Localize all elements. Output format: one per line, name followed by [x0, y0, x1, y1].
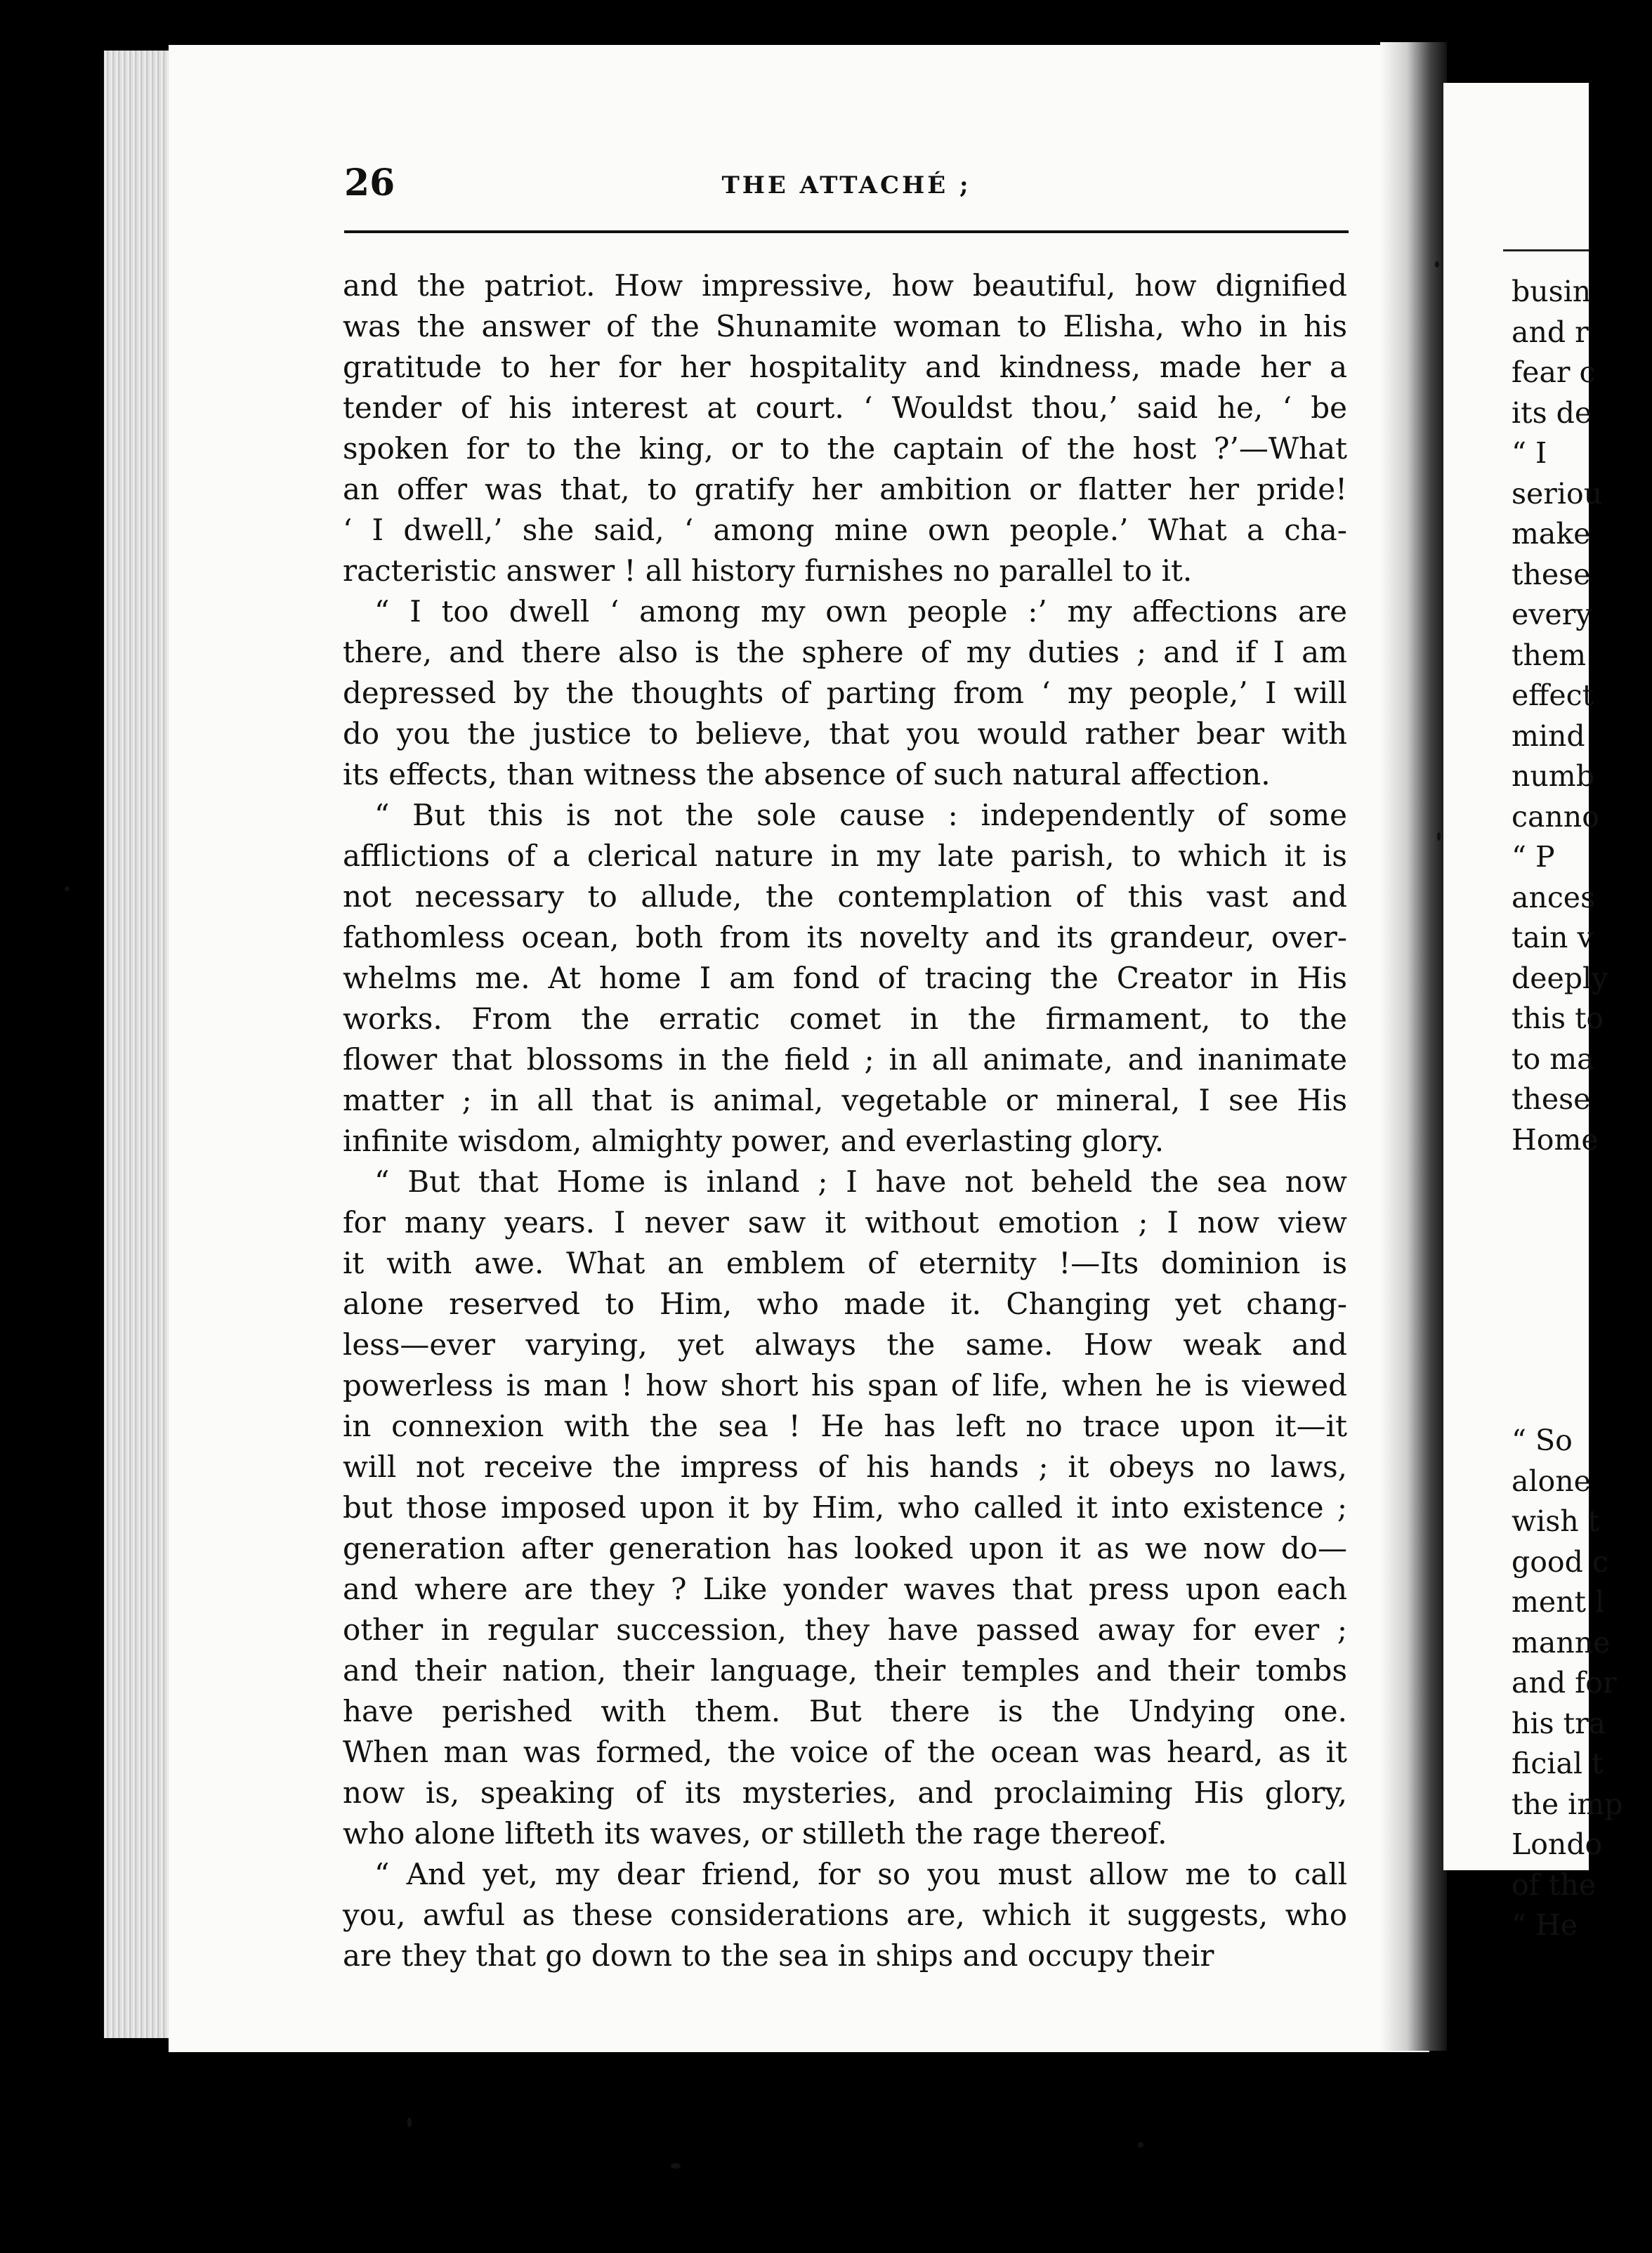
- text-line: matter ; in all that is animal, vegetable or mineral, I see His: [343, 1083, 1347, 1117]
- facing-line: this to: [1512, 1001, 1604, 1035]
- facing-line: wish t: [1512, 1504, 1600, 1538]
- facing-line: them: [1512, 638, 1587, 672]
- facing-line: numb: [1512, 759, 1594, 793]
- facing-line: fear c: [1512, 355, 1596, 389]
- text-line: “ I too dwell ‘ among my own people :’ my affections are: [374, 594, 1347, 629]
- facing-line: every: [1512, 598, 1592, 631]
- text-line: less—ever varying, yet always the same. How weak and: [343, 1327, 1347, 1362]
- text-line: “ And yet, my dear friend, for so you must allow me to call: [374, 1857, 1347, 1891]
- text-line: afflictions of a clerical nature in my late parish, to which it is: [343, 839, 1347, 873]
- page-body-text: [343, 265, 1347, 1976]
- facing-line: canno: [1512, 799, 1599, 834]
- text-line: fathomless ocean, both from its novelty and its grandeur, over-: [343, 920, 1347, 954]
- book-gutter: [1380, 42, 1447, 2051]
- scan-speck: [1437, 832, 1441, 841]
- text-line: who alone lifteth its waves, or stilleth the rage thereof.: [343, 1816, 1167, 1851]
- text-line: for many years. I never saw it without emotion ; I now view: [343, 1205, 1347, 1240]
- text-line: have perished with them. But there is the Undying one.: [343, 1694, 1347, 1728]
- facing-line: “ I: [1512, 436, 1547, 470]
- facing-page-header-rule: [1503, 249, 1589, 251]
- text-line: alone reserved to Him, who made it. Changing yet chang-: [343, 1287, 1347, 1321]
- facing-line: mind: [1512, 718, 1585, 753]
- facing-line: “ So: [1512, 1424, 1573, 1457]
- text-line: racteristic answer ! all history furnishes no parallel to it.: [343, 553, 1193, 588]
- facing-line: the imp: [1512, 1787, 1623, 1821]
- facing-line: these: [1512, 557, 1591, 591]
- text-line: and the patriot. How impressive, how beautiful, how dignified: [343, 268, 1347, 303]
- facing-line: of the: [1512, 1867, 1597, 1902]
- text-line: powerless is man ! how short his span of life, when he is viewed: [343, 1368, 1347, 1403]
- text-line: tender of his interest at court. ‘ Wouldst thou,’ said he, ‘ be: [343, 390, 1347, 425]
- facing-line: “ P: [1512, 840, 1555, 874]
- facing-line: good c: [1512, 1544, 1608, 1579]
- scan-speck: [407, 2117, 412, 2127]
- header-rule: [344, 230, 1349, 233]
- facing-line: manne: [1512, 1625, 1611, 1660]
- facing-line: and for: [1512, 1666, 1617, 1700]
- text-line: generation after generation has looked upon it as we now do—: [343, 1531, 1347, 1565]
- facing-line: alone: [1512, 1464, 1591, 1498]
- facing-line: and r: [1512, 315, 1589, 349]
- facing-line: Londo: [1512, 1827, 1603, 1861]
- text-line: infinite wisdom, almighty power, and everlasting glory.: [343, 1124, 1165, 1158]
- page-number: 26: [344, 162, 395, 204]
- scan-speck: [671, 2163, 681, 2169]
- text-line: not necessary to allude, the contemplation of this vast and: [343, 879, 1347, 914]
- facing-line: tain v: [1512, 921, 1594, 954]
- text-line: there, and there also is the sphere of my duties ; and if I am: [343, 635, 1347, 669]
- text-line: in connexion with the sea ! He has left no trace upon it—it: [343, 1409, 1347, 1443]
- scan-speck: [65, 886, 70, 891]
- facing-line: his tra: [1512, 1706, 1606, 1740]
- text-line: “ But this is not the sole cause : independently of some: [374, 798, 1347, 832]
- text-line: “ But that Home is inland ; I have not beheld the sea now: [374, 1164, 1347, 1199]
- text-line: ‘ I dwell,’ she said, ‘ among mine own people.’ What a cha-: [343, 513, 1347, 547]
- scan-speck: [1435, 261, 1439, 268]
- facing-line: seriou: [1512, 476, 1603, 511]
- text-line: an offer was that, to gratify her ambition or flatter her pride!: [343, 472, 1347, 506]
- scan-speck: [1138, 2142, 1143, 2148]
- text-line: you, awful as these considerations are, which it suggests, who: [343, 1898, 1347, 1932]
- text-line: do you the justice to believe, that you would rather bear with: [343, 716, 1347, 751]
- text-line: When man was formed, the voice of the ocean was heard, as it: [343, 1735, 1347, 1769]
- text-line: gratitude to her for her hospitality and kindness, made her a: [343, 350, 1347, 384]
- facing-line: busin: [1512, 275, 1592, 308]
- facing-line: ances: [1512, 880, 1596, 914]
- text-line: and where are they ? Like yonder waves that press upon each: [343, 1572, 1347, 1606]
- facing-line: to ma: [1512, 1042, 1594, 1076]
- facing-line: these: [1512, 1082, 1591, 1116]
- facing-line: “ He: [1512, 1908, 1578, 1942]
- text-line: and their nation, their language, their temples and their tombs: [343, 1653, 1347, 1688]
- facing-line: its de: [1512, 395, 1592, 430]
- text-line: now is, speaking of its mysteries, and proclaiming His glory,: [343, 1775, 1347, 1810]
- text-line: flower that blossoms in the field ; in all animate, and inanimate: [343, 1042, 1347, 1077]
- text-line: whelms me. At home I am fond of tracing the Creator in His: [343, 961, 1347, 995]
- text-line: its effects, than witness the absence of such natural affection.: [343, 757, 1271, 791]
- text-line: will not receive the impress of his hands ; it obeys no laws,: [343, 1450, 1347, 1484]
- page-header: [344, 162, 1349, 211]
- text-line: other in regular succession, they have passed away for ever ;: [343, 1612, 1347, 1647]
- text-line: but those imposed upon it by Him, who called it into existence ;: [343, 1490, 1347, 1525]
- facing-line: ficial t: [1512, 1747, 1604, 1780]
- facing-line: deeply: [1512, 961, 1608, 995]
- facing-line: ment l: [1512, 1585, 1605, 1619]
- facing-line: make: [1512, 517, 1591, 551]
- text-line: it with awe. What an emblem of eternity !—Its dominion is: [343, 1246, 1347, 1280]
- facing-line: effect: [1512, 678, 1594, 712]
- text-line: spoken for to the king, or to the captain of the host ?’—What: [343, 431, 1347, 466]
- facing-line: Home: [1512, 1122, 1599, 1157]
- text-line: are they that go down to the sea in ships and occupy their: [343, 1938, 1214, 1973]
- text-line: depressed by the thoughts of parting from ‘ my people,’ I will: [343, 676, 1347, 710]
- text-line: was the answer of the Shunamite woman to Elisha, who in his: [343, 309, 1347, 343]
- running-title: THE ATTACHÉ ;: [721, 171, 971, 199]
- text-line: works. From the erratic comet in the firmament, to the: [343, 1001, 1347, 1036]
